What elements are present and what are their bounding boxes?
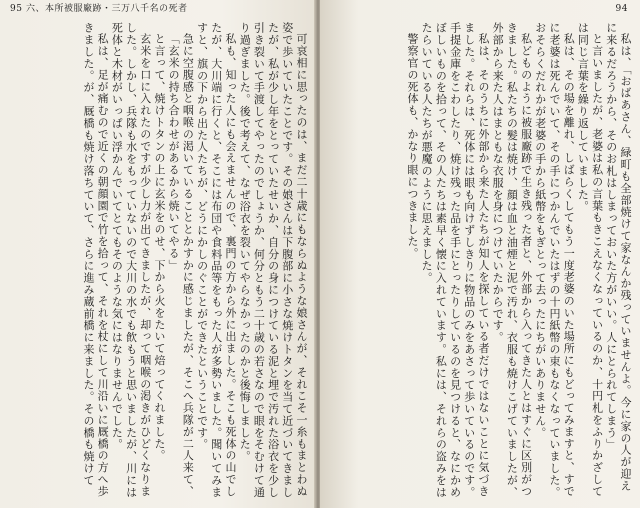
paragraph: 警察官の死体も、かなり眼につきました。 — [405, 33, 419, 260]
paragraph: 私は、足が痛むので近くの朝顔園で竹を拾って、それを杖にして川沿いに厩橋の方へ歩きました。が、厩橋も焼け落ちていて、さらに進み蔵前橋に来ました。その橋も焼けて — [81, 22, 110, 498]
paragraph: 私も、知った人にも会えませんので、裏門の方から外に出ました。そこも死体の山でしたが、大川端に行くと、そこには布団や食料品等をもった人が多勢いました。聞いてみますと、旗の下から出た人たちが、どうにかしのぐことができたということです。 — [195, 22, 237, 498]
right-page-body — [348, 22, 632, 502]
paragraph: 私どものように被服廠跡で生き残った者と、外部から入ってきた人とはすぐに区別がつきました。私たちの髪は焼け、顔は血と油煙と泥で汚れ、衣服も焼けこげていましたが、外部から来た人はまともな衣服を身につけていたからです。 — [491, 22, 533, 498]
page-number: 94 — [615, 4, 628, 14]
paragraph: 可哀相に思ったのは、まだ二十歳にもならぬような娘さんが、それこそ一糸もまとわぬ姿で歩いていたことです。その娘さんは下腹部に小さな焼けトタンを当て近づいてきましたが、私が少し年をとっていたせいか、自分の身につけている泥と埋で汚れた浴衣を少し引き裂いて手渡してやったのでしょうか、何分ともう二十歳の若さなので眼をそむけて通り過ぎました。後で考えて、なぜ浴衣を裂いてやらなかったのかと後悔しました。 — [238, 22, 308, 498]
paragraph: 玄米を口に入れたのですが少し力が出てきましたが、却って咽喉の渇きがひどくなりました。しかし、兵隊も水をもっていないので大川の水でも飲もうと思いましたが、川には死体と木材がいっぱい浮かんでいてとてもそのような気にはなりませんでした。 — [110, 22, 152, 498]
running-title: 六、本所被服廠跡・三万八千名の死者 — [26, 4, 188, 14]
paragraph: と言いましたが、老婆は私の言葉もきこえなくなっているのか、十円札をふりかざしては同じ言葉を繰り返していました。 — [576, 22, 604, 498]
right-page — [320, 0, 640, 508]
paragraph: 私は、そのうちに外部から来た人たちが知人を探している者だけではないことに気づきました。それらは、死体には眼も向けずしきりに物品のみをあさって歩いているのです。手提金庫をこわしたり、焼け残った品を手にとったりしているのを見つけると、なにかめぼしいものを拾って、その人たちは素早く懐に入れています。私には、それらの盗みをはたらいている人たちが悪魔のように思えました。 — [420, 22, 490, 498]
paragraph: と言って、焼けトタンの上に玄米をのせ、下から火をたいて焙ってくれました。 — [152, 33, 166, 462]
paragraph: 私は、「おばあさん、緑町も全部焼けて家なんか残っていませんよ。今に家の人が迎えに来るだろうから、そのお札はしまっておいた方がいい。人にとられてしまう」 — [604, 22, 632, 492]
page-number: 95 — [10, 4, 23, 14]
paragraph: 私は、その場を離れ、しばらくしてもう一度老婆のいた場所にもどってみますと、すでに老婆は死んでいて、その手につかんでいたはずの十円紙幣の束もなくなっていました。おそらくだれかが老婆の手から紙幣をもぎとって去ったにちがいありません。 — [533, 22, 576, 498]
left-page — [0, 0, 316, 508]
paragraph: 「玄米の持ち合わせがあるから焼いてやる」 — [167, 33, 181, 271]
paragraph: 急に空腹感と咽喉の渇いていることとかすかに感じましたが、そこへ兵隊が二人来て、 — [181, 33, 195, 498]
left-page-body — [8, 22, 308, 502]
